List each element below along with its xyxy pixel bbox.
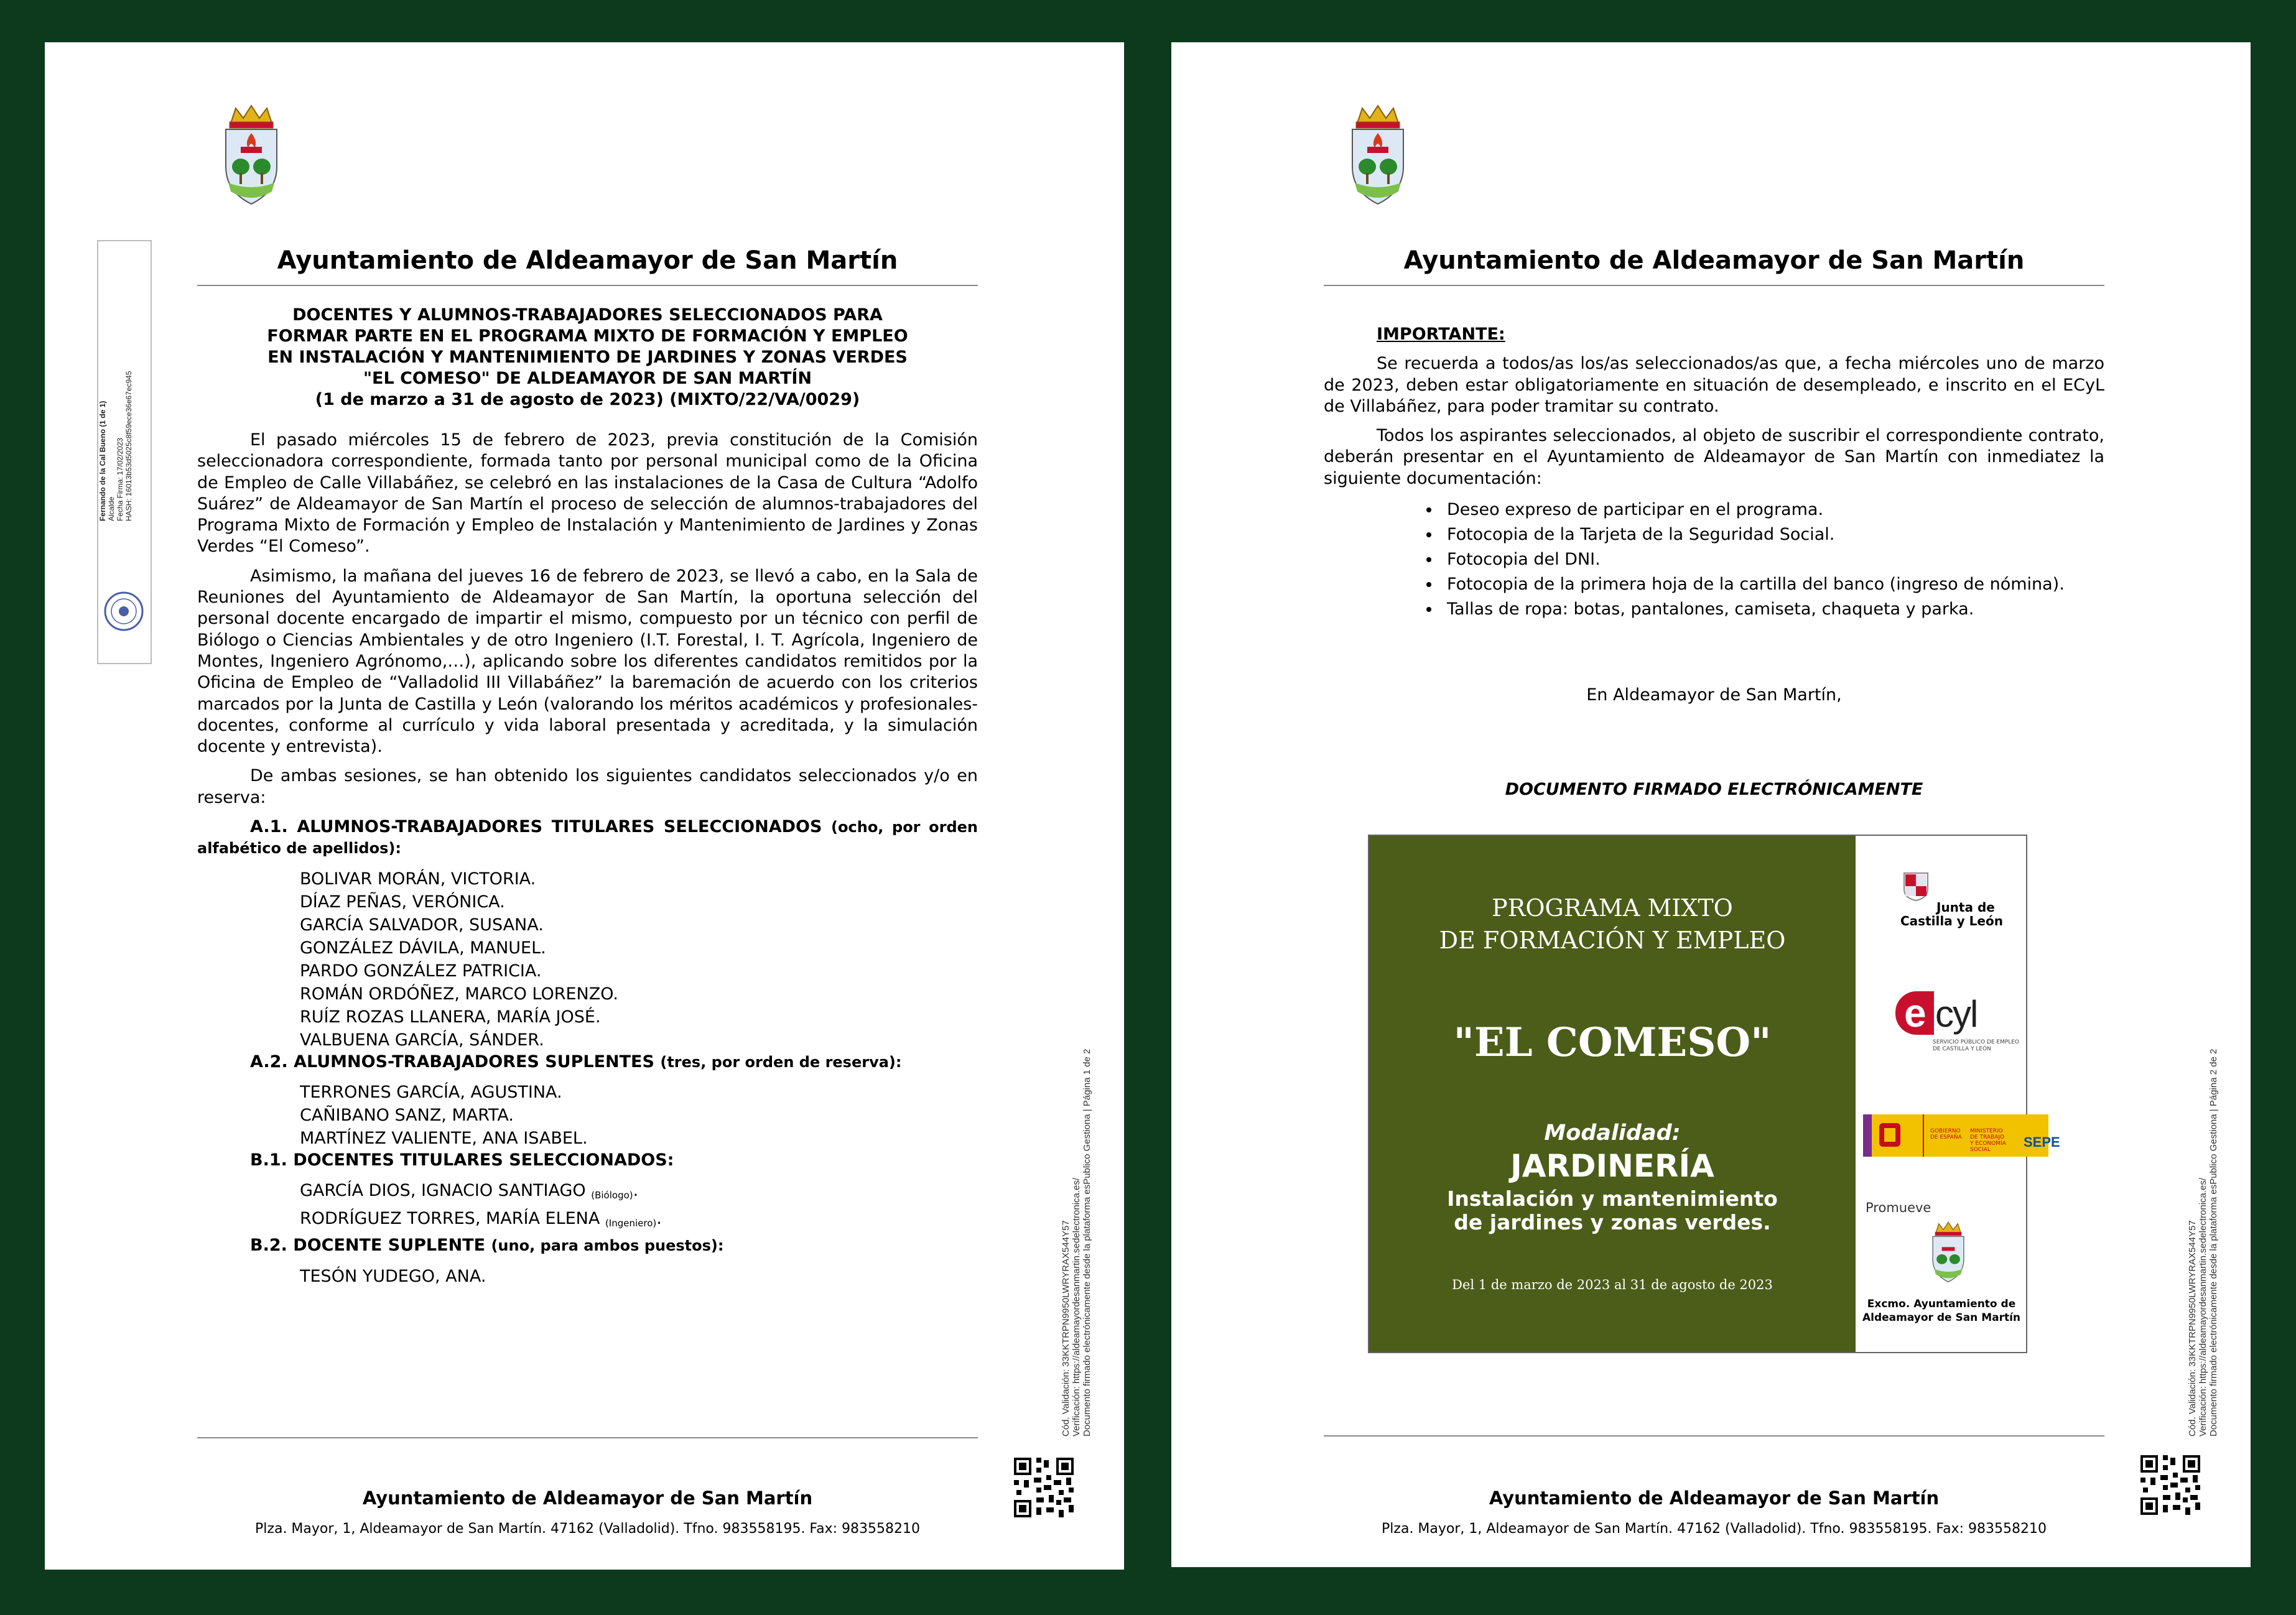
required-documents-list xyxy=(1324,497,2104,622)
ecyl-subtitle-line: DE CASTILLA Y LEÓN xyxy=(1933,1046,1991,1052)
seal-icon xyxy=(102,590,146,633)
poster-program-line: PROGRAMA MIXTO xyxy=(1492,894,1733,922)
list-item: RODRÍGUEZ TORRES, MARÍA ELENA $_{(Ingeniero)}$. xyxy=(300,1209,662,1229)
ecyl-logo-letter: e xyxy=(1904,991,1927,1035)
coat-of-arms-icon xyxy=(1927,1221,1970,1308)
list-item: DÍAZ PEÑAS, VERÓNICA. xyxy=(300,892,505,912)
page-header-title: Ayuntamiento de Aldeamayor de San Martín xyxy=(277,246,898,275)
section-heading-note: (ocho, por orden alfabético de apellidos): xyxy=(197,818,978,858)
section-heading-b1 xyxy=(197,1150,978,1171)
page-header-title: Ayuntamiento de Aldeamayor de San Martín xyxy=(1403,246,2025,275)
document-title xyxy=(197,305,978,410)
section-heading-note: (tres, por orden de reserva): xyxy=(660,1053,902,1071)
coat-of-arms-icon xyxy=(1349,104,1407,248)
verification-url: Verificación: https://aldeamayordesanmartin.sedelectronica.es/ xyxy=(2198,1177,2208,1437)
signer-name: Fernando de la Cal Bueno (1 de 1) xyxy=(98,400,107,521)
ecyl-subtitle-line: SERVICIO PÚBLICO DE EMPLEO xyxy=(1933,1039,2020,1045)
document-title-line: DOCENTES Y ALUMNOS-TRABAJADORES SELECCIONADOS PARA xyxy=(292,305,883,325)
verification-strip xyxy=(2187,1048,2237,1437)
footer-title: Ayuntamiento de Aldeamayor de San Martín xyxy=(1489,1488,1940,1509)
ministry-line: MINISTERIO xyxy=(1970,1128,2003,1134)
document-title-line: FORMAR PARTE EN EL PROGRAMA MIXTO DE FORMACIÓN Y EMPLEO xyxy=(267,326,908,346)
poster-logos-panel xyxy=(1857,836,2060,1352)
poster-description xyxy=(1369,1187,1856,1234)
document-page-1 xyxy=(45,42,1124,1570)
junta-line: Junta de xyxy=(1936,900,1995,915)
list-item: • Fotocopia del DNI. xyxy=(1441,547,2104,572)
footer-address: Plza. Mayor, 1, Aldeamayor de San Martín. 47162 (Valladolid). Tfno. 983558195. Fax: 983558210 xyxy=(255,1521,920,1537)
signature-text xyxy=(98,223,148,521)
promoter-label: Promueve xyxy=(1866,1200,1931,1215)
section-heading-text: A.2. ALUMNOS-TRABAJADORES SUPLENTES xyxy=(250,1052,654,1071)
document-title-line: "EL COMESO" DE ALDEAMAYOR DE SAN MARTÍN xyxy=(363,369,812,388)
signature-hash: HASH: 16013b53d5025c8f59ece36e67ec945 xyxy=(124,371,133,521)
gobierno-espana-logo-bar xyxy=(1863,1114,1872,1157)
promoter-name xyxy=(1857,1297,2026,1325)
poster-modality-label: Modalidad: xyxy=(1544,1121,1681,1145)
spain-coat-of-arms-icon xyxy=(1875,1121,1904,1149)
document-title-line: EN INSTALACIÓN Y MANTENIMIENTO DE JARDINES Y ZONAS VERDES xyxy=(267,348,908,367)
footer-title: Ayuntamiento de Aldeamayor de San Martín xyxy=(362,1488,813,1509)
paragraph: El pasado miércoles 15 de febrero de 2023, previa constitución de la Comisión seleccionadora correspondiente, formada tanto por personal municipal como de la Oficina de Empleo de Calle Villabáñez, se celebró en las instalaciones de la Casa de Cultura “Adolfo Suárez” de Aldeamayor de San Martín el proceso de selección de alumnos-trabajadores del Programa Mixto de Formación y Empleo de Instalación y Mantenimiento de Jardines y Zonas Verdes “El Comeso”. xyxy=(197,430,978,557)
poster-modality: JARDINERÍA xyxy=(1510,1148,1714,1184)
page-number: Página 1 de 2 xyxy=(1082,1048,1092,1107)
section-heading-text: A.1. ALUMNOS-TRABAJADORES TITULARES SELECCIONADOS xyxy=(250,817,822,837)
program-poster xyxy=(1368,835,2060,1353)
promoter-line: Aldeamayor de San Martín xyxy=(1862,1312,2021,1324)
candidate-list-a1 xyxy=(197,868,978,1052)
header-divider xyxy=(1324,285,2104,286)
list-item: • Deseo expreso de participar en el programa. xyxy=(1441,497,2104,522)
list-item: GARCÍA SALVADOR, SUSANA. xyxy=(300,915,544,935)
verification-platform: Documento firmado electrónicamente desde la plataforma esPublico Gestiona | Página 1 de 2 xyxy=(1082,1048,1092,1437)
footer-divider xyxy=(1324,1435,2104,1437)
junta-line: Castilla y León xyxy=(1900,914,2003,928)
paragraph: De ambas sesiones, se han obtenido los siguientes candidatos seleccionados y/o en reserva: xyxy=(197,766,978,807)
junta-castilla-leon-logo-text xyxy=(1900,900,2003,928)
promoter-line: Excmo. Ayuntamiento de xyxy=(1867,1298,2016,1310)
page-number: Página 2 de 2 xyxy=(2208,1048,2219,1107)
list-item: CAÑIBANO SANZ, MARTA. xyxy=(300,1105,514,1125)
ecyl-logo-text: cyl xyxy=(1935,993,1978,1035)
section-heading-note: (uno, para ambos puestos): xyxy=(491,1237,724,1255)
validation-code: Cód. Validación: 33KKTRPN9950LWRYRAX544Y57 xyxy=(2187,1220,2198,1437)
document-body xyxy=(197,430,978,1288)
qr-code-icon xyxy=(1014,1458,1074,1517)
list-item: PARDO GONZÁLEZ PATRICIA. xyxy=(300,961,542,981)
footer-divider xyxy=(197,1437,978,1438)
list-item: • Fotocopia de la primera hoja de la cartilla del banco (ingreso de nómina). xyxy=(1441,572,2104,597)
section-heading-a1 xyxy=(197,817,978,859)
important-label-text: IMPORTANTE xyxy=(1377,325,1499,344)
list-item: ROMÁN ORDÓÑEZ, MARCO LORENZO. xyxy=(300,984,618,1004)
gobierno-text xyxy=(1930,1128,1962,1141)
list-item: • Tallas de ropa: botas, pantalones, camiseta, chaqueta y parka. xyxy=(1441,597,2104,622)
coat-of-arms-icon xyxy=(222,104,281,248)
poster-program-line: DE FORMACIÓN Y EMPLEO xyxy=(1439,927,1786,954)
verification-strip xyxy=(1061,1048,1110,1437)
signature-stamp xyxy=(97,240,152,664)
candidate-role: (Biólogo) xyxy=(591,1190,633,1201)
poster-program-title xyxy=(1369,892,1856,956)
list-item: TESÓN YUDEGO, ANA. xyxy=(300,1266,486,1286)
candidate-role: (Ingeniero) xyxy=(605,1218,657,1229)
paragraph: Todos los aspirantes seleccionados, al objeto de suscribir el correspondiente contrato, deberán presentar en el Ayuntamiento de Aldeamayor de San Martín con inmediatez la siguiente documentación: xyxy=(1324,426,2104,488)
document-body xyxy=(1324,324,2104,622)
place-date: En Aldeamayor de San Martín, xyxy=(1586,685,1842,705)
sepe-logo-text: SEPE xyxy=(2024,1134,2060,1150)
paragraph: Se recuerda a todos/as los/as seleccionados/as que, a fecha miércoles uno de marzo de 2023, deben estar obligatoriamente en situación de desempleado, e inscrito en el ECyL de Villabáñez, para poder tramitar su contrato. xyxy=(1324,354,2104,416)
candidate-list-b1 xyxy=(197,1179,978,1235)
verification-platform: Documento firmado electrónicamente desde la plataforma esPublico Gestiona | Página 2 de 2 xyxy=(2208,1048,2219,1437)
validation-code: Cód. Validación: 33KKTRPN9950LWRYRAX544Y57 xyxy=(1061,1220,1071,1437)
header-divider xyxy=(197,285,978,286)
list-item: VALBUENA GARCÍA, SÁNDER. xyxy=(300,1030,544,1050)
poster-main-panel xyxy=(1369,836,1856,1352)
candidate-name: RODRÍGUEZ TORRES, MARÍA ELENA xyxy=(300,1209,600,1229)
list-item: TERRONES GARCÍA, AGUSTINA. xyxy=(300,1082,562,1102)
document-title-line: (1 de marzo a 31 de agosto de 2023) (MIXTO/22/VA/0029) xyxy=(315,390,860,409)
poster-description-line: de jardines y zonas verdes. xyxy=(1454,1210,1771,1234)
verification-platform-text: Documento firmado electrónicamente desde la plataforma esPublico Gestiona xyxy=(1082,1114,1092,1437)
ministry-line: Y ECONOMÍA SOCIAL xyxy=(1970,1141,2006,1153)
document-page-2 xyxy=(1171,42,2251,1567)
qr-code-icon xyxy=(2140,1455,2200,1515)
signer-role: Alcalde xyxy=(107,496,116,521)
list-item: GARCÍA DIOS, IGNACIO SANTIAGO $_{(Biólogo)}$. xyxy=(300,1181,639,1201)
ministry-text xyxy=(1970,1128,2026,1153)
poster-description-line: Instalación y mantenimiento xyxy=(1447,1187,1778,1211)
gobierno-line: DE ESPAÑA xyxy=(1930,1134,1962,1141)
section-heading-text: B.1. DOCENTES TITULARES SELECCIONADOS: xyxy=(250,1150,674,1170)
list-item: MARTÍNEZ VALIENTE, ANA ISABEL. xyxy=(300,1128,588,1148)
paragraph: Asimismo, la mañana del jueves 16 de febrero de 2023, se llevó a cabo, en la Sala de Reuniones del Ayuntamiento de Aldeamayor de San Martín, la oportuna selección del personal docente encargado de impartir el mismo, compuesto por un técnico con perfil de Biólogo o Ciencias Ambientales y de otro Ingeniero (I.T. Forestal, I. T. Agrícola, Ingeniero de Montes, Ingeniero Agrónomo,…), aplicando sobre los diferentes candidatos remitidos por la Oficina de Empleo de “Valladolid III Villabáñez” la baremación de acuerdo con los criterios marcados por la Junta de Castilla y León (valorando los méritos académicos y profesionales-docentes, conforme al currículo y vida laboral presentada y acreditada, y la simulación docente y entrevista). xyxy=(197,566,978,757)
ecyl-subtitle xyxy=(1933,1039,2019,1053)
verification-platform-text: Documento firmado electrónicamente desde la plataforma esPublico Gestiona xyxy=(2208,1114,2219,1437)
poster-program-name: "EL COMESO" xyxy=(1453,1019,1772,1066)
candidate-name: GARCÍA DIOS, IGNACIO SANTIAGO xyxy=(300,1181,586,1201)
ministry-line: DE TRABAJO xyxy=(1970,1134,2005,1141)
candidate-list-a2 xyxy=(197,1081,978,1150)
gobierno-line: GOBIERNO xyxy=(1930,1128,1961,1134)
section-heading-b2 xyxy=(197,1235,978,1256)
list-item: RUÍZ ROZAS LLANERA, MARÍA JOSÉ. xyxy=(300,1007,601,1027)
list-item: BOLIVAR MORÁN, VICTORIA. xyxy=(300,869,536,889)
poster-dates: Del 1 de marzo de 2023 al 31 de agosto de 2023 xyxy=(1452,1277,1773,1292)
junta-castilla-leon-icon xyxy=(1900,871,1931,902)
electronic-signature-note: DOCUMENTO FIRMADO ELECTRÓNICAMENTE xyxy=(1505,780,1923,799)
section-heading-a2 xyxy=(197,1052,978,1073)
important-label: IMPORTANTE: xyxy=(1377,325,1505,344)
verification-url: Verificación: https://aldeamayordesanmartin.sedelectronica.es/ xyxy=(1071,1177,1082,1437)
list-item: • Fotocopia de la Tarjeta de la Seguridad Social. xyxy=(1441,522,2104,547)
footer-address: Plza. Mayor, 1, Aldeamayor de San Martín. 47162 (Valladolid). Tfno. 983558195. Fax: 983558210 xyxy=(1382,1521,2047,1537)
candidate-list-b2 xyxy=(197,1265,978,1288)
gobierno-espana-logo-separator xyxy=(1923,1114,1924,1157)
section-heading-text: B.2. DOCENTE SUPLENTE xyxy=(250,1236,486,1256)
list-item: GONZÁLEZ DÁVILA, MANUEL. xyxy=(300,938,546,958)
signature-date: Fecha Firma: 17/02/2023 xyxy=(116,437,124,521)
